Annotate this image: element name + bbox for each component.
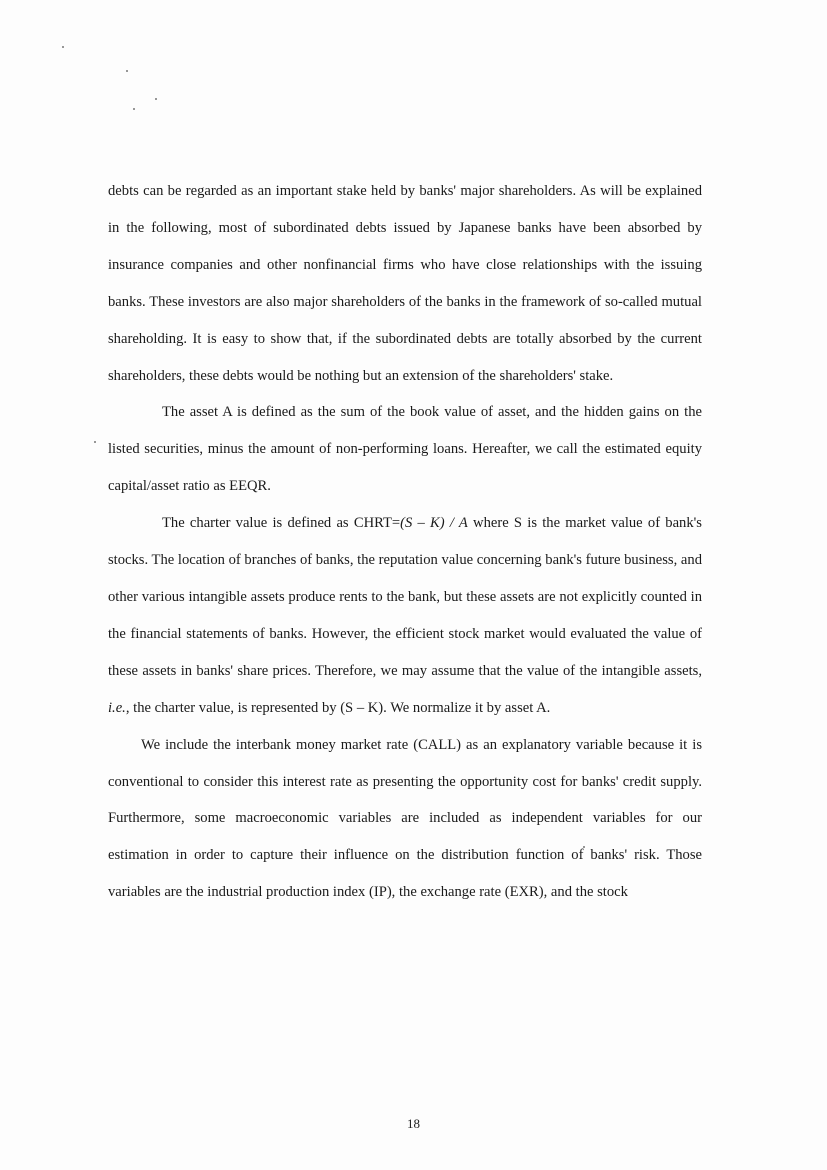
scan-speck bbox=[62, 46, 64, 48]
scan-speck bbox=[133, 108, 135, 110]
paragraph-asset-definition: The asset A is defined as the sum of the book value of asset, and the hidden gains on the listed securities, minus the amount of non-performing loans. Hereafter, we call the estimated equity capital/asset ratio as EEQR. bbox=[108, 404, 702, 495]
charter-value-text: where S is the market value of bank's stocks. The location of branches of banks, the reputation value concerning bank's future business, and other various intangible assets produce rents to the bank, but these assets are not explicitly counted in the financial statements of banks. However, the efficient stock market would evaluated the value of these assets in banks' share prices. Therefore, we may assume that the value of the intangible assets, bbox=[108, 515, 702, 679]
body-text bbox=[108, 173, 702, 911]
ie-abbreviation: i.e. bbox=[108, 699, 126, 716]
paragraph-subordinated-debts: debts can be regarded as an important stake held by banks' major shareholders. As will be explained in the following, most of subordinated debts issued by Japanese banks have been absorbed by insurance companies and other nonfinancial firms who have close relationships with the issuing banks. These investors are also major shareholders of the banks in the framework of so-called mutual shareholding. It is easy to show that, if the subordinated debts are totally absorbed by the current shareholders, these debts would be nothing but an extension of the shareholders' stake. bbox=[108, 183, 702, 384]
charter-value-formula: (S – K) / A bbox=[400, 515, 468, 532]
scan-speck bbox=[155, 98, 157, 100]
paragraph-charter-value bbox=[108, 505, 702, 726]
scan-speck bbox=[94, 441, 96, 443]
page-number: 18 bbox=[407, 1116, 420, 1131]
scan-speck bbox=[126, 70, 128, 72]
charter-value-intro: The charter value is defined as CHRT= bbox=[162, 515, 401, 532]
charter-value-conclusion: , the charter value, is represented by (S – K). We normalize it by asset A. bbox=[125, 699, 551, 716]
paragraph-explanatory-variables: We include the interbank money market rate (CALL) as an explanatory variable because it is conventional to consider this interest rate as presenting the opportunity cost for banks' credit supply. Furthermore, some macroeconomic variables are included as independent variables for our estimation in order to capture their influence on the distribution function of banks' risk. Those variables are the industrial production index (IP), the exchange rate (EXR), and the stock bbox=[108, 736, 702, 901]
